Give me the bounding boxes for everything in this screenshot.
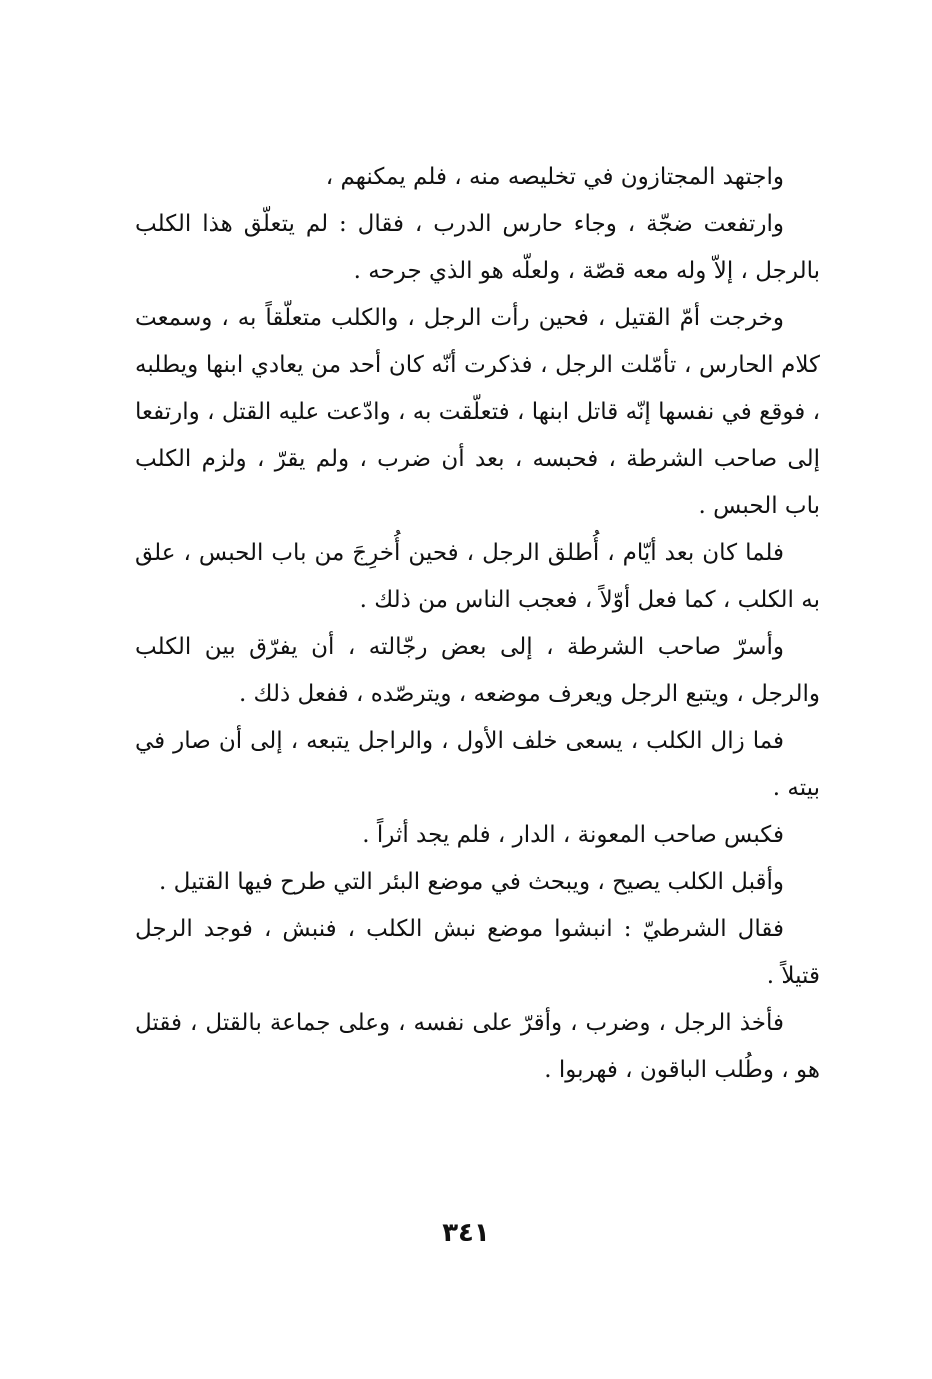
page-number: ٣٤١ — [442, 1218, 490, 1248]
paragraph: فكبس صاحب المعونة ، الدار ، فلم يجد أثراً . — [362, 822, 784, 848]
paragraph: وأسرّ صاحب الشرطة ، إلى بعض رجّالته ، أن يفرّق بين الكلب والرجل ، ويتبع الرجل ويعرف موضعه ، ويترصّده ، ففعل ذلك . — [135, 634, 820, 707]
page-body-text — [135, 154, 820, 1094]
paragraph: وارتفعت ضجّة ، وجاء حارس الدرب ، فقال : لم يتعلّق هذا الكلب بالرجل ، إلاّ وله معه قصّة ، ولعلّه هو الذي جرحه . — [135, 211, 820, 284]
paragraph: واجتهد المجتازون في تخليصه منه ، فلم يمكنهم ، — [325, 164, 784, 190]
paragraph: فقال الشرطيّ : انبشوا موضع نبش الكلب ، فنبش ، فوجد الرجل قتيلاً . — [135, 916, 820, 989]
paragraph: وأقبل الكلب يصيح ، ويبحث في موضع البئر التي طرح فيها القتيل . — [159, 869, 784, 895]
paragraph: فلما كان بعد أيّام ، أُطلق الرجل ، فحين أُخرِجَ من باب الحبس ، علق به الكلب ، كما فعل أوّلاً ، فعجب الناس من ذلك . — [135, 540, 820, 613]
paragraph: فأخذ الرجل ، وضرب ، وأقرّ على نفسه ، وعلى جماعة بالقتل ، فقتل هو ، وطُلب الباقون ، فهربوا . — [135, 1010, 820, 1083]
paragraph: فما زال الكلب ، يسعى خلف الأول ، والراجل يتبعه ، إلى أن صار في بيته . — [135, 728, 820, 801]
paragraph: وخرجت أمّ القتيل ، فحين رأت الرجل ، والكلب متعلّقاً به ، وسمعت كلام الحارس ، تأمّلت الرجل ، فذكرت أنّه كان أحد من يعادي ابنها ويطلبه ، فوقع في نفسها إنّه قاتل ابنها ، فتعلّقت به ، وادّعت عليه القتل ، وارتفعا إلى صاحب الشرطة ، فحبسه ، بعد أن ضرب ، ولم يقرّ ، ولزم الكلب باب الحبس . — [135, 305, 820, 519]
